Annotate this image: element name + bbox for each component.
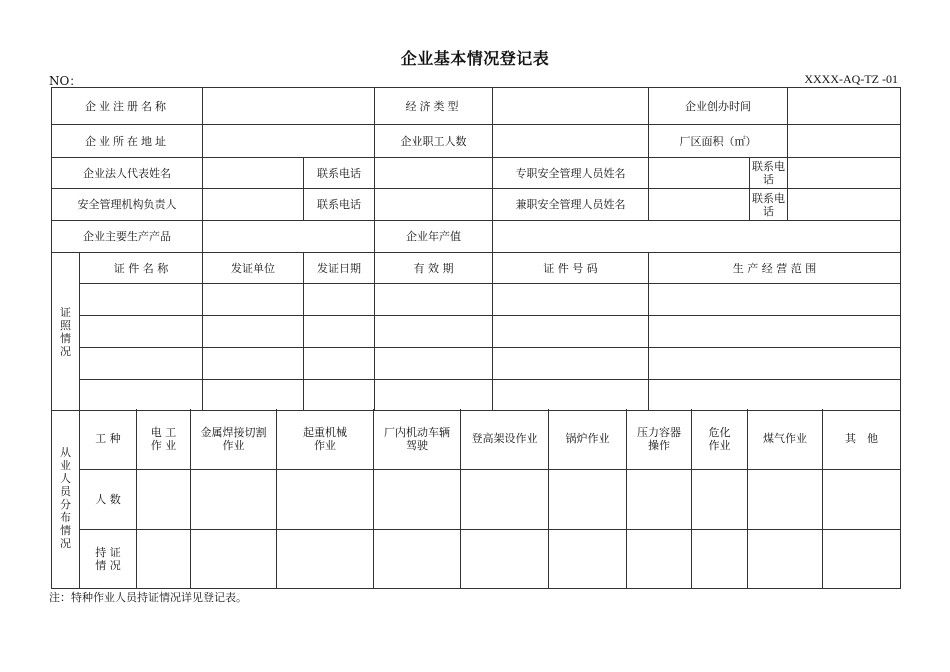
products-label: 企业主要生产产品 (52, 221, 203, 253)
work-type-vehicle: 厂内机动车辆 驾驶 (374, 409, 461, 469)
license-cell[interactable] (80, 284, 203, 316)
phone1-label: 联系电话 (304, 158, 375, 189)
license-header-issuer: 发证单位 (203, 253, 304, 284)
work-type-label: 工 种 (80, 409, 137, 469)
count-cell[interactable] (627, 469, 692, 529)
certification-cell[interactable] (748, 529, 823, 588)
certification-cell[interactable] (137, 529, 191, 588)
area-label: 厂区面积（㎡） (649, 125, 788, 158)
employees-field[interactable] (493, 125, 649, 158)
legal-rep-field[interactable] (203, 158, 304, 189)
founded-field[interactable] (788, 88, 901, 125)
personnel-distribution-table (51, 409, 901, 589)
license-cell[interactable] (304, 380, 375, 411)
license-cell[interactable] (304, 316, 375, 348)
page-title: 企业基本情况登记表 (400, 49, 550, 68)
license-cell[interactable] (304, 284, 375, 316)
license-cell[interactable] (649, 348, 901, 380)
phone3-label: 联系电话 (304, 189, 375, 221)
area-field[interactable] (788, 125, 901, 158)
count-cell[interactable] (191, 469, 277, 529)
work-type-hazchem: 危化 作业 (692, 409, 748, 469)
work-type-boiler: 锅炉作业 (549, 409, 627, 469)
license-cell[interactable] (203, 316, 304, 348)
license-cell[interactable] (203, 380, 304, 411)
count-cell[interactable] (137, 469, 191, 529)
license-cell[interactable] (80, 348, 203, 380)
license-cell[interactable] (203, 348, 304, 380)
license-header-date: 发证日期 (304, 253, 375, 284)
license-header-validity: 有 效 期 (375, 253, 493, 284)
count-label: 人 数 (80, 469, 137, 529)
personnel-section-title: 从 业 人 员 分 布 情 况 (52, 409, 80, 588)
license-header-name: 证 件 名 称 (80, 253, 203, 284)
count-cell[interactable] (549, 469, 627, 529)
work-type-crane: 起重机械 作业 (277, 409, 374, 469)
certification-cell[interactable] (277, 529, 374, 588)
certification-cell[interactable] (374, 529, 461, 588)
license-cell[interactable] (375, 316, 493, 348)
document-code: XXXX-AQ-TZ -01 (804, 72, 898, 86)
annual-output-field[interactable] (493, 221, 901, 253)
phone2-field[interactable] (788, 158, 901, 189)
license-row (52, 316, 901, 348)
address-field[interactable] (203, 125, 375, 158)
license-cell[interactable] (375, 348, 493, 380)
license-cell[interactable] (493, 284, 649, 316)
employees-label: 企业职工人数 (375, 125, 493, 158)
part-time-label: 兼职安全管理人员姓名 (493, 189, 649, 221)
certification-row (52, 529, 901, 588)
reg-name-label: 企业注册名称 (52, 88, 203, 125)
phone3-field[interactable] (375, 189, 493, 221)
license-cell[interactable] (493, 316, 649, 348)
license-cell[interactable] (649, 380, 901, 411)
annual-output-label: 企业年产值 (375, 221, 493, 253)
work-type-electrician: 电 工 作 业 (137, 409, 191, 469)
license-row (52, 348, 901, 380)
work-type-gas: 煤气作业 (748, 409, 823, 469)
certification-cell[interactable] (627, 529, 692, 588)
license-cell[interactable] (203, 284, 304, 316)
safety-staff-label: 专职安全管理人员姓名 (493, 158, 649, 189)
work-type-welding: 金属焊接切割 作业 (191, 409, 277, 469)
count-cell[interactable] (461, 469, 549, 529)
certification-cell[interactable] (461, 529, 549, 588)
form-number-label: NO： (49, 74, 82, 88)
phone4-label: 联系电话 (750, 189, 788, 221)
license-row (52, 284, 901, 316)
count-cell[interactable] (692, 469, 748, 529)
phone1-field[interactable] (375, 158, 493, 189)
count-cell[interactable] (277, 469, 374, 529)
license-cell[interactable] (649, 284, 901, 316)
license-cell[interactable] (80, 380, 203, 411)
footnote: 注：特种作业人员持证情况详见登记表。 (49, 591, 247, 604)
certification-label: 持 证 情 况 (80, 529, 137, 588)
license-header-number: 证 件 号 码 (493, 253, 649, 284)
license-header-scope: 生 产 经 营 范 围 (649, 253, 901, 284)
certification-cell[interactable] (549, 529, 627, 588)
safety-staff-field[interactable] (649, 158, 750, 189)
count-cell[interactable] (748, 469, 823, 529)
license-section-title: 证 照 情 况 (52, 253, 80, 411)
license-cell[interactable] (304, 348, 375, 380)
certification-cell[interactable] (823, 529, 901, 588)
count-row (52, 469, 901, 529)
legal-rep-label: 企业法人代表姓名 (52, 158, 203, 189)
phone4-field[interactable] (788, 189, 901, 221)
certification-cell[interactable] (191, 529, 277, 588)
license-cell[interactable] (80, 316, 203, 348)
work-type-other: 其 他 (823, 409, 901, 469)
products-field[interactable] (203, 221, 375, 253)
certification-cell[interactable] (692, 529, 748, 588)
license-row (52, 380, 901, 411)
enterprise-info-table (51, 87, 901, 411)
phone2-label: 联系电话 (750, 158, 788, 189)
safety-head-field[interactable] (203, 189, 304, 221)
econ-type-label: 经济类型 (375, 88, 493, 125)
license-cell[interactable] (375, 284, 493, 316)
count-cell[interactable] (374, 469, 461, 529)
license-cell[interactable] (493, 380, 649, 411)
address-label: 企业所在地址 (52, 125, 203, 158)
license-cell[interactable] (649, 316, 901, 348)
reg-name-field[interactable] (203, 88, 375, 125)
license-cell[interactable] (375, 380, 493, 411)
count-cell[interactable] (823, 469, 901, 529)
founded-label: 企业创办时间 (649, 88, 788, 125)
safety-head-label: 安全管理机构负责人 (52, 189, 203, 221)
econ-type-field[interactable] (493, 88, 649, 125)
work-type-pressure-vessel: 压力容器 操作 (627, 409, 692, 469)
part-time-field[interactable] (649, 189, 750, 221)
license-cell[interactable] (493, 348, 649, 380)
work-type-height: 登高架设作业 (461, 409, 549, 469)
